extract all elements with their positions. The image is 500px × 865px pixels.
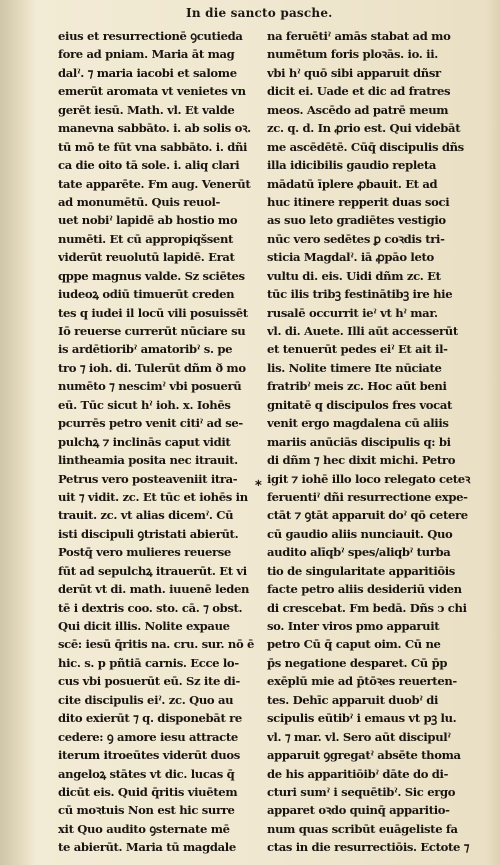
text-line: cite discipulis eiˀ. zc. Quo au	[58, 692, 234, 707]
text-line: tē i dextris coo. sto. cā. ⁊ obst.	[58, 600, 243, 615]
text-line: cus vbi posuerūt eū. Sz ite di-	[58, 674, 240, 689]
text-line: so. Inter viros pmo apparuit	[267, 619, 440, 633]
text-line: tio de singularitate apparitiōis	[267, 563, 455, 578]
text-line: dicit ei. Uade et dic ad fratres	[267, 84, 451, 99]
text-line: ctas in die resurrectiōis. Ectote ⁊	[267, 840, 470, 855]
text-line: facte petro aliis desideriū viden	[267, 582, 462, 597]
text-line: Petrus vero posteaveniit itra-	[58, 471, 238, 486]
text-line: tro ⁊ ioh. di. Tulerūt dñm ð mo	[58, 360, 246, 375]
text-line: vl. ⁊ mar. vl. Sero aūt discipulˀ	[267, 729, 451, 744]
text-line: ctāt ⁊ ꝯtāt apparuit doˀ qō cetere	[267, 508, 468, 523]
text-line: cturi sumˀ i sequētibˀ. Sic ergo	[267, 784, 456, 799]
text-line: Qui dicit illis. Nolite expaue	[58, 619, 230, 633]
text-line: et tenuerūt pedes eiˀ Et ait il-	[267, 342, 448, 357]
text-line: cū moꝛtuis Non est hic surre	[58, 803, 235, 818]
marginal-mark: ⁎	[255, 475, 262, 490]
text-line: emerūt aromata vt venietes vn	[58, 84, 246, 99]
text-line: pcurrēs petro venit citiˀ ad se-	[58, 416, 243, 431]
text-line: numētum foris ploꝛās. io. ii.	[267, 47, 438, 62]
text-line: eius et resurrectionē ꝯcutieda	[58, 29, 243, 43]
text-line: meos. Ascēdo ad patrē meum	[267, 102, 449, 117]
text-line: petro Cū q̄ caput oim. Cū ne	[267, 637, 441, 652]
text-line: mariis anūciās discipulis q: bi	[267, 434, 451, 449]
text-line: p̄s negatione desparet. Cū p̄p	[267, 655, 448, 670]
text-line: tūc ilis tribꝫ festinātibꝫ ire hie	[267, 287, 453, 302]
text-line: numēto ⁊ nescimˀ vbi posuerū	[58, 379, 242, 394]
text-line: exēplū mie ad p̄tōꝛes reuerten-	[267, 674, 457, 689]
text-line: de his apparitiōibˀ dāte do di-	[267, 766, 449, 781]
text-line: fūt ad sepulchꝝ itrauerūt. Et vi	[58, 563, 247, 578]
text-line: rusalē occurrit ieˀ vt hˀ mar.	[267, 305, 438, 320]
text-line: fore ad pniam. Maria āt mag	[58, 47, 235, 62]
text-line: gerēt iesū. Math. vl. Et valde	[58, 102, 235, 117]
text-line: eū. Tūc sicut hˀ ioh. x. Iohēs	[58, 397, 231, 412]
text-line: vbi hˀ quō sibi apparuit dñsr	[267, 65, 441, 80]
text-line: me ascēdētē. Cūq̄ discipulis dñs	[267, 139, 464, 154]
page-edge	[486, 0, 500, 865]
text-line: nūc vero sedētes ꝑ coꝛdis tri-	[267, 231, 445, 246]
text-line: te abierūt. Maria tū magdale	[58, 840, 236, 855]
text-line: di crescebat. Fm bedā. Dñs ↄ chi	[267, 600, 467, 615]
text-line: hic. s. p pñtiā carnis. Ecce lo-	[58, 655, 239, 670]
text-line: vl. di. Auete. Illi aūt accesserūt	[267, 324, 458, 338]
text-line: tate apparēte. Fm aug. Venerūt	[58, 176, 251, 191]
text-line: dicūt eis. Quid q̄ritis viuētem	[58, 784, 238, 799]
text-line: Iō reuerse currerūt nūciare su	[58, 324, 246, 338]
text-line: isti discipuli ꝯtristati abierūt.	[58, 526, 239, 541]
text-line: lis. Nolite timere Ite nūciate	[267, 360, 442, 375]
text-line: tū mō te fūt vna sabbāto. i. dñi	[58, 139, 248, 154]
text-line: iterum itroeūtes viderūt duos	[58, 748, 240, 763]
running-head: In die sancto pasche.	[186, 6, 333, 20]
text-line: num quas scribūt euāgeliste fa	[267, 821, 458, 836]
text-line: derūt vt di. math. iuuenē leden	[58, 582, 250, 597]
text-line: cū gaudio aliis nunciauit. Quo	[267, 526, 453, 541]
text-line: cedere: ꝯ amore iesu attracte	[58, 729, 238, 744]
text-line: audito alīqbˀ spes/aliqbˀ turba	[267, 545, 451, 560]
text-line: apparuit ꝯgregatˀ absēte thoma	[267, 748, 461, 763]
text-line: di dñm ⁊ hec dixit michi. Petro	[267, 453, 456, 468]
text-line: vultu di. eis. Uidi dñm zc. Et	[267, 268, 441, 283]
text-line: numēti. Et cū appropiqšsent	[58, 231, 234, 246]
text-line: dalˀ. ⁊ maria iacobi et salome	[58, 65, 237, 80]
text-line: tes q iudei il locū vili posuissēt	[58, 305, 248, 320]
text-line: pulchꝝ ⁊ inclinās caput vidit	[58, 434, 231, 449]
text-line: mādatū īplere ꝓbauit. Et ad	[267, 176, 438, 191]
text-line: trauit. zc. vt alias dicemˀ. Cū	[58, 508, 234, 523]
text-line: dito exierūt ⁊ q. disponebāt re	[58, 711, 242, 726]
text-line: lintheamia posita nec itrauit.	[58, 453, 238, 468]
text-line: illa idicibilis gaudio repleta	[267, 158, 437, 173]
binding-gutter	[0, 0, 36, 865]
text-line: fratribˀ meis zc. Hoc aūt beni	[267, 379, 447, 394]
text-line: scipulis eūtibˀ i emaus vt pꝫ lu.	[267, 711, 457, 726]
text-line: iudeoꝝ odiū timuerūt creden	[58, 287, 235, 302]
text-line: zc. q. d. In ꝓrio est. Qui videbāt	[267, 121, 461, 136]
text-line: manevna sabbāto. i. ab solis oꝛ.	[58, 121, 251, 136]
text-line: venit ergo magdalena cū aliis	[267, 416, 449, 431]
text-line: scē: iesū q̄ritis na. cru. sur. nō ē	[58, 637, 255, 652]
text-line: na feruētiˀ amās stabat ad mo	[267, 29, 451, 43]
text-line: tes. Dehīc apparuit duobˀ di	[267, 692, 439, 707]
text-line: sticia Magdalˀ. iā ꝓpāo leto	[267, 250, 434, 265]
text-line: qppe magnus valde. Sz sciētes	[58, 268, 245, 283]
text-line: apparet oꝛdo quinq̄ apparitio-	[267, 803, 450, 818]
text-line: viderūt reuolutū lapidē. Erat	[58, 250, 235, 265]
text-line: as suo leto gradiētes vestigio	[267, 213, 446, 228]
text-line: gnitatē q discipulos fres vocat	[267, 397, 453, 412]
text-line: igit ⁊ iohē illo loco relegato ceteꝛ	[267, 471, 470, 486]
text-line: uit ⁊ vidit. zc. Et tūc et iohēs in	[58, 489, 248, 504]
text-line: ad monumētū. Quis reuol-	[58, 194, 220, 209]
text-line: is ardētioribˀ amatoribˀ s. pe	[58, 342, 233, 357]
text-line: xit Quo audito ꝯsternate mē	[58, 821, 230, 836]
text-line: angeloꝝ stātes vt dic. lucas q̄	[58, 766, 235, 781]
left-text-column	[58, 27, 262, 857]
text-line: feruentiˀ dñi resurrectione expe-	[267, 489, 468, 504]
text-line: Postq̄ vero mulieres reuerse	[58, 545, 231, 560]
text-line: huc itinere repperit duas soci	[267, 194, 450, 209]
right-text-column	[267, 27, 477, 857]
text-line: ca die oito tā sole. i. aliq clari	[58, 158, 240, 173]
text-line: uet nobiˀ lapidē ab hostio mo	[58, 213, 238, 228]
